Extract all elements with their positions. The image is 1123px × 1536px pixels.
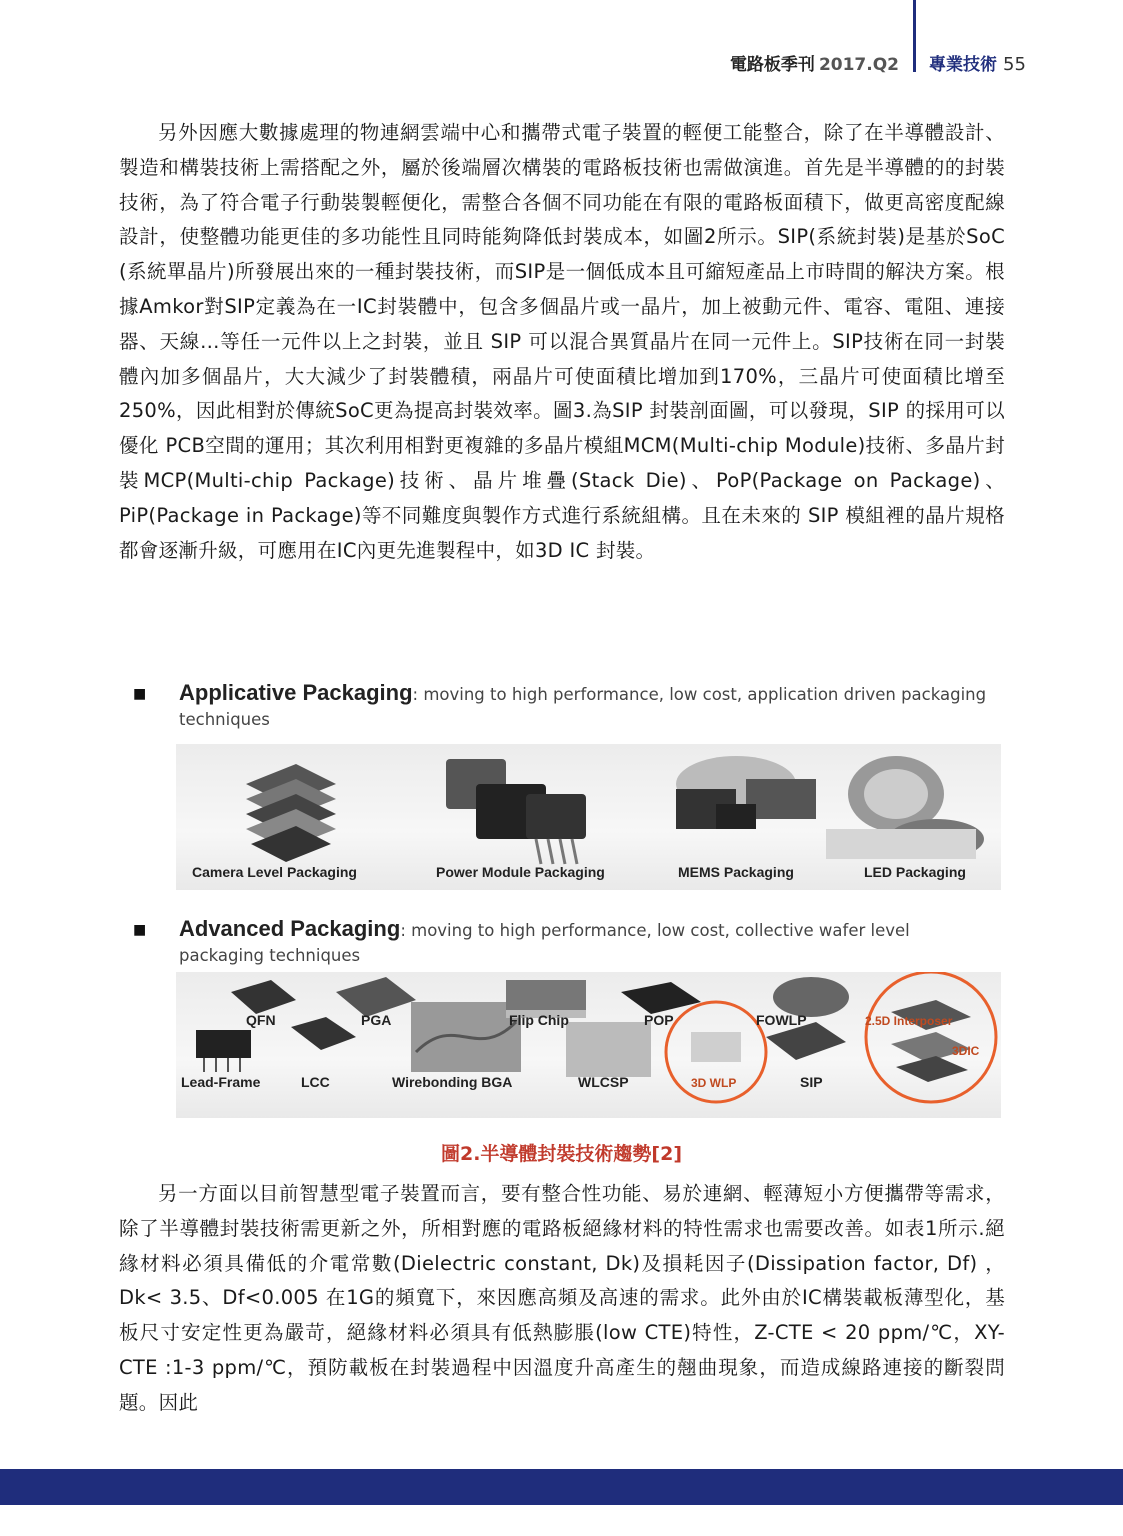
applicative-title: Applicative Packaging [179, 680, 413, 705]
label-qfn: QFN [246, 1012, 276, 1028]
label-sip: SIP [800, 1074, 823, 1090]
issue-label: 2017.Q2 [818, 55, 899, 75]
body-paragraph-2 [119, 1177, 1005, 1421]
advanced-illustration [176, 972, 1001, 1118]
label-interposer: 2.5D Interposer [865, 1014, 953, 1028]
label-wlcsp: WLCSP [578, 1074, 629, 1090]
figure-packaging-trends [119, 676, 1005, 1126]
label-pga: PGA [361, 1012, 392, 1028]
header-magazine [730, 50, 899, 75]
advanced-heading [133, 916, 999, 968]
label-fowlp: FOWLP [756, 1012, 807, 1028]
label-flip-chip: Flip Chip [509, 1012, 569, 1028]
led-illustration [826, 756, 984, 859]
footer-bar [0, 1469, 1123, 1505]
label-led-packaging: LED Packaging [864, 864, 966, 880]
applicative-subtitle: : moving to high performance, low cost, application driven packaging techniques [179, 685, 987, 729]
pga-chip [336, 977, 416, 1017]
label-wirebonding-bga: Wirebonding BGA [392, 1074, 513, 1090]
applicative-heading [133, 680, 999, 732]
applicative-image-panel [176, 744, 1001, 890]
label-pop: POP [644, 1012, 674, 1028]
label-camera-packaging: Camera Level Packaging [192, 864, 357, 880]
lead-frame-chip [196, 1030, 251, 1058]
bullet-icon: ■ [133, 686, 147, 702]
camera-module-illustration [246, 764, 336, 862]
label-3d-wlp: 3D WLP [691, 1076, 737, 1090]
flip-chip [506, 980, 586, 1010]
label-lead-frame: Lead-Frame [181, 1074, 261, 1090]
page-header [0, 50, 1123, 74]
label-lcc: LCC [301, 1074, 330, 1090]
paragraph-text: 另一方面以目前智慧型電子裝置而言，要有整合性功能、易於連網、輕薄短小方便攜帶等需求，除了半導體封裝技術需更新之外，所相對應的電路板絕緣材料的特性需求也需要改善。如表1所示.絕緣材料必須具備低的介電常數(Dielectric constant, Dk)及損耗因子(Dissipation factor, Df) ，Dk< 3.5、Df<0.005 在1G的頻寬下，來因應高頻及高速的需求。此外由於IC構裝載板薄型化，基板尺寸安定性更為嚴苛，絕緣材料必須具有低熱膨脹(low CTE)特性，Z-CTE < 20 ppm/℃，XY-CTE :1-3 ppm/℃，預防載板在封裝過程中因溫度升高產生的翹曲現象，而造成線路連接的斷裂問題。因此 [119, 1182, 1005, 1414]
header-section [929, 50, 1026, 75]
mems-illustration [676, 756, 816, 829]
advanced-title: Advanced Packaging [179, 916, 401, 941]
qfn-chip [231, 980, 296, 1014]
body-paragraph-1 [119, 116, 1005, 568]
magazine-title: 電路板季刊 [729, 55, 815, 75]
paragraph-text: 另外因應大數據處理的物連網雲端中心和攜帶式電子裝置的輕便工能整合，除了在半導體設計、製造和構裝技術上需搭配之外，屬於後端層次構裝的電路板技術也需做演進。首先是半導體的的封裝技術，為了符合電子行動裝製輕便化，需整合各個不同功能在有限的電路板面積下，做更高密度配線設計，使整體功能更佳的多功能性且同時能夠降低封裝成本，如圖2所示。SIP(系統封裝)是基於SoC (系統單晶片)所發展出來的一種封裝技術，而SIP是一個低成本且可縮短產品上市時間的解決方案。根據Amkor對SIP定義為在一IC封裝體中，包含多個晶片或一晶片，加上被動元件、電容、電阻、連接器、天線…等任一元件以上之封裝，並且 SIP 可以混合異質晶片在同一元件上。SIP技術在同一封裝體內加多個晶片，大大減少了封裝體積，兩晶片可使面積比增加到170%，三晶片可使面積比增至250%，因此相對於傳統SoC更為提高封裝效率。圖3.為SIP 封裝剖面圖，可以發現，SIP 的採用可以優化 PCB空間的運用；其次利用相對更複雜的多晶片模組MCM(Multi-chip Module)技術、多晶片封裝MCP(Multi-chip Package)技術、晶片堆疊(Stack Die)、PoP(Package on Package)、PiP(Package in Package)等不同難度與製作方式進行系統組構。且在未來的 SIP 模組裡的晶片規格都會逐漸升級，可應用在IC內更先進製程中，如3D IC 封裝。 [119, 121, 1005, 562]
bullet-icon: ■ [133, 922, 147, 938]
figure-caption: 圖2.半導體封裝技術趨勢[2] [440, 1143, 683, 1165]
lcc-chip [291, 1017, 356, 1050]
advanced-subtitle: : moving to high performance, low cost, collective wafer level packaging techniques [179, 921, 910, 965]
section-title: 專業技術 [929, 55, 997, 75]
power-module-illustration [446, 759, 586, 864]
label-3dic: 3DIC [952, 1044, 980, 1058]
wlcsp-chip [566, 1022, 651, 1077]
page-number: 55 [1003, 54, 1026, 75]
fowlp-wafer [773, 977, 849, 1017]
label-mems-packaging: MEMS Packaging [678, 864, 794, 880]
advanced-image-panel [176, 972, 1001, 1118]
label-power-module-packaging: Power Module Packaging [436, 864, 605, 880]
